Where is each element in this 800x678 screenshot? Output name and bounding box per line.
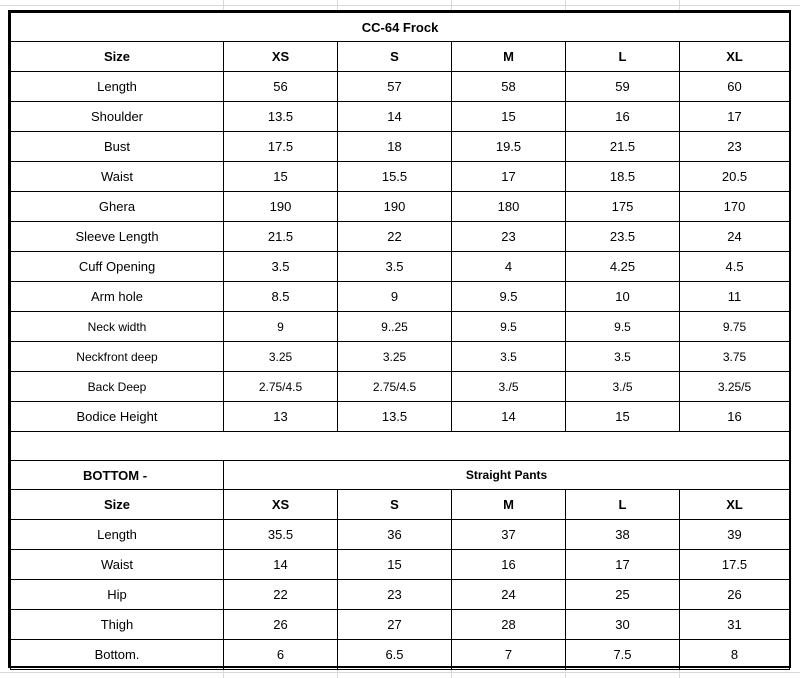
- measurement-value: 21.5: [566, 132, 680, 162]
- measurement-value: 17: [680, 102, 790, 132]
- measurement-value: 3.25: [338, 342, 452, 372]
- measurement-value: 13: [224, 402, 338, 432]
- pants-title: Straight Pants: [224, 461, 790, 490]
- size-m-header: M: [452, 490, 566, 520]
- measurement-value: 3.5: [338, 252, 452, 282]
- measurement-value: 9..25: [338, 312, 452, 342]
- measurement-value: 175: [566, 192, 680, 222]
- table-row: [11, 102, 790, 132]
- table-row: [11, 610, 790, 640]
- measurement-value: 4.5: [680, 252, 790, 282]
- size-column-header: Size: [11, 490, 224, 520]
- spacer-row: [11, 432, 790, 461]
- measurement-value: 23: [452, 222, 566, 252]
- measurement-value: 3.5: [566, 342, 680, 372]
- table-row: [11, 550, 790, 580]
- measurement-value: 3.5: [224, 252, 338, 282]
- measurement-value: 16: [680, 402, 790, 432]
- measurement-value: 15: [224, 162, 338, 192]
- measurement-value: 28: [452, 610, 566, 640]
- measurement-value: 35.5: [224, 520, 338, 550]
- measurement-value: 23.5: [566, 222, 680, 252]
- measurement-label: Length: [11, 72, 224, 102]
- measurement-value: 25: [566, 580, 680, 610]
- measurement-value: 56: [224, 72, 338, 102]
- size-xl-header: XL: [680, 42, 790, 72]
- measurement-label: Sleeve Length: [11, 222, 224, 252]
- measurement-label: Neck width: [11, 312, 224, 342]
- table-row: [11, 192, 790, 222]
- table-row: [11, 520, 790, 550]
- size-s-header: S: [338, 490, 452, 520]
- measurement-value: 3.25: [224, 342, 338, 372]
- measurement-value: 2.75/4.5: [338, 372, 452, 402]
- measurement-value: 2.75/4.5: [224, 372, 338, 402]
- measurement-value: 26: [680, 580, 790, 610]
- measurement-value: 26: [224, 610, 338, 640]
- size-chart-sheet: [8, 10, 791, 668]
- measurement-value: 3.5: [452, 342, 566, 372]
- measurement-value: 16: [566, 102, 680, 132]
- measurement-value: 24: [680, 222, 790, 252]
- measurement-value: 18.5: [566, 162, 680, 192]
- size-xs-header: XS: [224, 490, 338, 520]
- table-row: [11, 580, 790, 610]
- measurement-value: 8.5: [224, 282, 338, 312]
- table-row: [11, 252, 790, 282]
- measurement-value: 190: [224, 192, 338, 222]
- size-s-header: S: [338, 42, 452, 72]
- measurement-value: 57: [338, 72, 452, 102]
- measurement-value: 21.5: [224, 222, 338, 252]
- measurement-value: 3.25/5: [680, 372, 790, 402]
- measurement-value: 4: [452, 252, 566, 282]
- measurement-label: Arm hole: [11, 282, 224, 312]
- measurement-value: 4.25: [566, 252, 680, 282]
- measurement-value: 15: [566, 402, 680, 432]
- measurement-value: 37: [452, 520, 566, 550]
- measurement-value: 27: [338, 610, 452, 640]
- measurement-value: 30: [566, 610, 680, 640]
- measurement-value: 14: [338, 102, 452, 132]
- measurement-label: Bodice Height: [11, 402, 224, 432]
- measurement-value: 15: [452, 102, 566, 132]
- size-m-header: M: [452, 42, 566, 72]
- size-xs-header: XS: [224, 42, 338, 72]
- measurement-value: 3./5: [566, 372, 680, 402]
- measurement-label: Thigh: [11, 610, 224, 640]
- measurement-value: 7.5: [566, 640, 680, 670]
- measurement-value: 3./5: [452, 372, 566, 402]
- measurement-value: 58: [452, 72, 566, 102]
- measurement-value: 23: [680, 132, 790, 162]
- measurement-value: 8: [680, 640, 790, 670]
- measurement-value: 180: [452, 192, 566, 222]
- measurement-value: 24: [452, 580, 566, 610]
- measurement-label: Length: [11, 520, 224, 550]
- table-row: [11, 72, 790, 102]
- measurement-value: 16: [452, 550, 566, 580]
- measurement-value: 9: [338, 282, 452, 312]
- measurement-value: 190: [338, 192, 452, 222]
- measurement-value: 170: [680, 192, 790, 222]
- measurement-value: 23: [338, 580, 452, 610]
- measurement-value: 9.75: [680, 312, 790, 342]
- measurement-value: 6.5: [338, 640, 452, 670]
- measurement-value: 9.5: [452, 312, 566, 342]
- measurement-value: 60: [680, 72, 790, 102]
- measurement-label: Shoulder: [11, 102, 224, 132]
- table-row: [11, 312, 790, 342]
- measurement-value: 18: [338, 132, 452, 162]
- bottom-header-row: [11, 490, 790, 520]
- measurement-label: Bottom.: [11, 640, 224, 670]
- table-row: [11, 222, 790, 252]
- measurement-label: Hip: [11, 580, 224, 610]
- measurement-label: Waist: [11, 162, 224, 192]
- table-row: [11, 132, 790, 162]
- frock-title: CC-64 Frock: [11, 13, 790, 42]
- table-row: [11, 402, 790, 432]
- measurement-value: 19.5: [452, 132, 566, 162]
- size-l-header: L: [566, 490, 680, 520]
- measurement-value: 17: [452, 162, 566, 192]
- measurement-value: 3.75: [680, 342, 790, 372]
- measurement-label: Ghera: [11, 192, 224, 222]
- measurement-label: Neckfront deep: [11, 342, 224, 372]
- measurement-value: 31: [680, 610, 790, 640]
- measurement-label: Waist: [11, 550, 224, 580]
- measurement-value: 10: [566, 282, 680, 312]
- measurement-value: 9.5: [452, 282, 566, 312]
- measurement-value: 7: [452, 640, 566, 670]
- measurement-value: 59: [566, 72, 680, 102]
- measurement-value: 9.5: [566, 312, 680, 342]
- measurement-value: 38: [566, 520, 680, 550]
- measurement-value: 36: [338, 520, 452, 550]
- measurement-value: 15.5: [338, 162, 452, 192]
- measurement-value: 17.5: [224, 132, 338, 162]
- table-row: [11, 640, 790, 670]
- measurement-value: 13.5: [224, 102, 338, 132]
- measurement-value: 6: [224, 640, 338, 670]
- measurement-value: 20.5: [680, 162, 790, 192]
- table-row: [11, 342, 790, 372]
- size-column-header: Size: [11, 42, 224, 72]
- frock-header-row: [11, 42, 790, 72]
- bottom-title: BOTTOM -: [11, 461, 224, 490]
- measurement-value: 39: [680, 520, 790, 550]
- measurement-value: 11: [680, 282, 790, 312]
- table-row: [11, 372, 790, 402]
- measurement-label: Bust: [11, 132, 224, 162]
- measurement-value: 14: [224, 550, 338, 580]
- measurement-value: 9: [224, 312, 338, 342]
- measurement-value: 14: [452, 402, 566, 432]
- measurement-value: 17.5: [680, 550, 790, 580]
- measurement-value: 22: [338, 222, 452, 252]
- size-chart-table: [10, 12, 790, 670]
- measurement-value: 15: [338, 550, 452, 580]
- measurement-value: 22: [224, 580, 338, 610]
- measurement-value: 13.5: [338, 402, 452, 432]
- size-l-header: L: [566, 42, 680, 72]
- measurement-label: Back Deep: [11, 372, 224, 402]
- table-row: [11, 162, 790, 192]
- measurement-label: Cuff Opening: [11, 252, 224, 282]
- size-xl-header: XL: [680, 490, 790, 520]
- table-row: [11, 282, 790, 312]
- measurement-value: 17: [566, 550, 680, 580]
